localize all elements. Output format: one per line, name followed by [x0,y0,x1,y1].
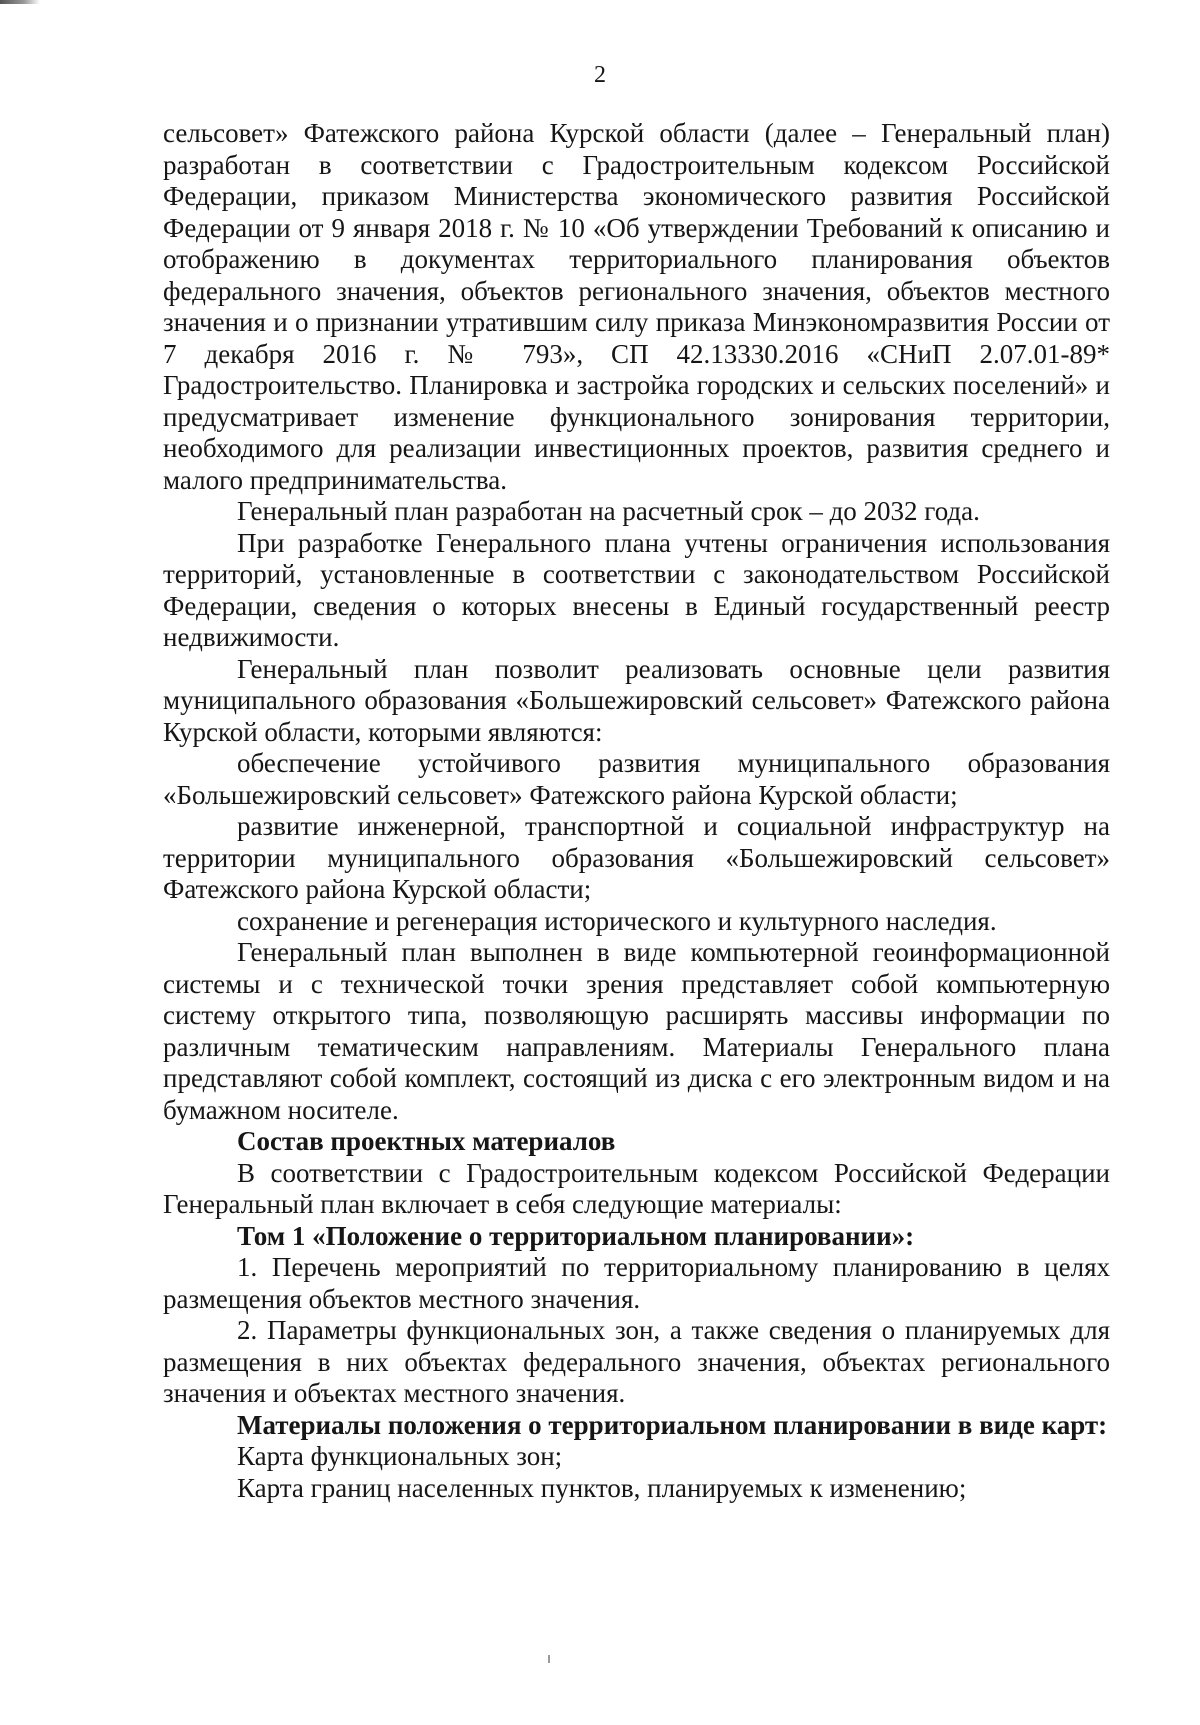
goal-item: сохранение и регенерация исторического и культурного наследия. [237,905,997,936]
paragraph-restrictions: При разработке Генерального плана учтены ограничения использования территорий, установленные в соответствии с законодательством Российской Федерации, сведения о которых внесены в Единый государственный реестр недвижимости. [163,527,1110,652]
page-number: 2 [594,62,606,88]
volume-heading: Том 1 «Положение о территориальном планировании»: [237,1220,915,1251]
paragraph-intro: сельсовет» Фатежского района Курской области (далее – Генеральный план) разработан в соответствии с Градостроительным кодексом Российской Федерации, приказом Министерства экономического развития Российской Федерации от 9 января 2018 г. № 10 «Об утверждении Требований к описанию и отображению в документах территориального планирования объектов федерального значения, объектов регионального значения, объектов местного значения и о признании утратившим силу приказа Минэкономразвития России от 7 декабря 2016 г. № 793», СП 42.13330.2016 «СНиП 2.07.01-89* Градостроительство. Планировка и застройка городских и сельских поселений» и предусматривает изменение функционального зонирования территории, необходимого для реализации инвестиционных проектов, развития среднего и малого предпринимательства. [163,118,1110,495]
goal-item: развитие инженерной, транспортной и социальной инфраструктур на территории муниципального образования «Большежировский сельсовет» Фатежского района Курской области; [163,811,1110,904]
volume-list-item: 1. Перечень мероприятий по территориальному планированию в целях размещения объектов местного значения. [163,1252,1110,1314]
paragraph-term: Генеральный план разработан на расчетный срок – до 2032 года. [237,496,980,526]
paragraph-section-intro: В соответствии с Градостроительным кодексом Российской Федерации Генеральный план включает в себя следующие материалы: [163,1157,1110,1219]
section-heading: Состав проектных материалов [237,1126,616,1156]
document-body [163,118,1110,1504]
scan-dust-mark [548,1655,550,1663]
paragraph-goals: Генеральный план позволит реализовать основные цели развития муниципального образования «Большежировский сельсовет» Фатежского района Курской области, которыми являются: [163,653,1110,747]
goal-item: обеспечение устойчивого развития муниципального образования «Большежировский сельсовет» Фатежского района Курской области; [163,748,1110,810]
map-list-item: Карта функциональных зон; [237,1441,563,1471]
volume-list-item: 2. Параметры функциональных зон, а также сведения о планируемых для размещения в них объектах федерального значения, объектах регионального значения и объектах местного значения. [163,1315,1110,1408]
paragraph-gis: Генеральный план выполнен в виде компьютерной геоинформационной системы и с технической точки зрения представляет собой компьютерную систему открытого типа, позволяющую расширять массивы информации по различным тематическим направлениям. Материалы Генерального плана представляют собой комплект, состоящий из диска с его электронным видом и на бумажном носителе. [163,937,1110,1125]
map-list-item: Карта границ населенных пунктов, планируемых к изменению; [237,1472,967,1503]
maps-heading: Материалы положения о территориальном планировании в виде карт: [237,1409,1108,1440]
scan-edge-mark [0,0,40,4]
